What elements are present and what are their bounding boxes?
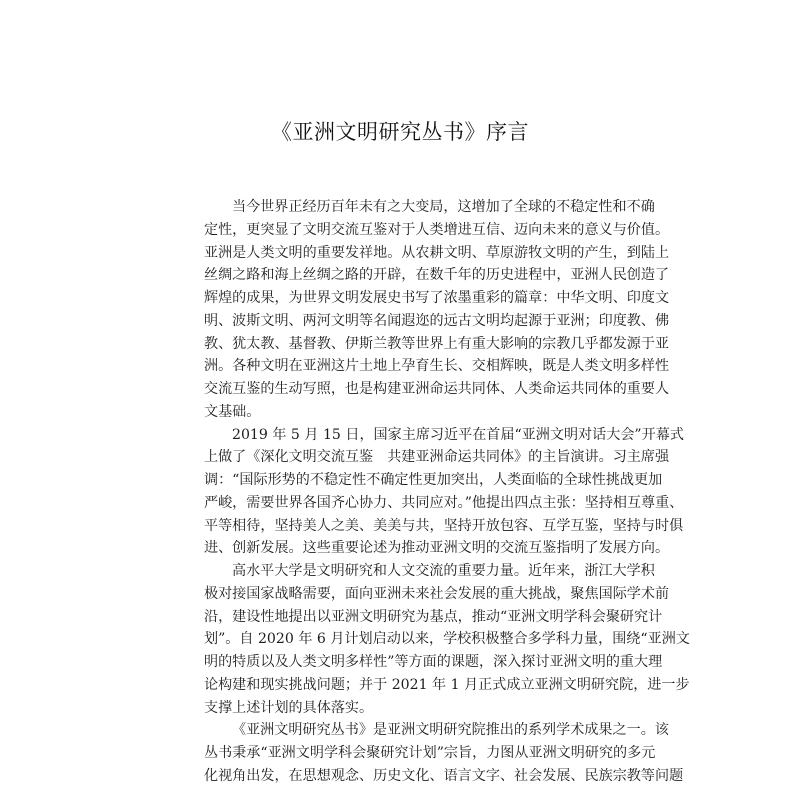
text-line: 严峻，需要世界各国齐心协力、共同应对。”他提出四点主张：坚持相互尊重、 <box>204 494 684 511</box>
text-line: 辉煌的成果，为世界文明发展史书写了浓墨重彩的篇章：中华文明、印度文 <box>204 290 670 306</box>
text-line: 明的特质以及人类文明多样性”等方面的课题，深入探讨亚洲文明的重大理 <box>204 654 663 670</box>
text-line: 定性，更突显了文明交流互鉴对于人类增进互信、迈向未来的意义与价值。 <box>204 221 670 238</box>
text-line: 支撑上述计划的具体落实。 <box>204 699 374 716</box>
text-line: 调：“国际形势的不稳定性不确定性更加突出，人类面临的全球性挑战更加 <box>204 472 663 488</box>
text-line: 丝绸之路和海上丝绸之路的开辟，在数千年的历史进程中，亚洲人民创造了 <box>204 267 670 284</box>
text-line: 文基础。 <box>204 403 261 420</box>
text-line: 划”。自 2020 年 6 月计划启动以来，学校积极整合多学科力量，围绕“亚洲文 <box>204 631 690 648</box>
text-line: 丛书秉承“亚洲文明学科会聚研究计划”宗旨，力图从亚洲文明研究的多元 <box>204 745 656 761</box>
text-line: 沿，建设性地提出以亚洲文明研究为基点，推动“亚洲文明学科会聚研究计 <box>204 608 663 625</box>
text-line: 交流互鉴的生动写照，也是构建亚洲命运共同体、人类命运共同体的重要人 <box>204 381 670 397</box>
text-line: 高水平大学是文明研究和人文交流的重要力量。近年来，浙江大学积 <box>232 563 655 579</box>
text-line: 上做了《深化文明交流互鉴 共建亚洲命运共同体》的主旨演讲。习主席强 <box>204 449 670 466</box>
text-line: 进、创新发展。这些重要论述为推动亚洲文明的交流互鉴指明了发展方向。 <box>204 540 670 557</box>
text-line: 洲。各种文明在亚洲这片土地上孕育生长、交相辉映，既是人类文明多样性 <box>204 358 670 375</box>
body-text <box>204 196 690 788</box>
text-line: 当今世界正经历百年未有之大变局，这增加了全球的不稳定性和不确 <box>232 199 655 215</box>
text-line: 化视角出发，在思想观念、历史文化、语言文字、社会发展、民族宗教等问题 <box>204 767 684 784</box>
text-line: 亚洲是人类文明的重要发祥地。从农耕文明、草原游牧文明的产生，到陆上 <box>204 244 670 261</box>
page-title: 《亚洲文明研究丛书》序言 <box>271 120 529 144</box>
text-line: 教、犹太教、基督教、伊斯兰教等世界上有重大影响的宗教几乎都发源于亚 <box>204 335 670 352</box>
text-line: 论构建和现实挑战问题；并于 2021 年 1 月正式成立亚洲文明研究院，进一步 <box>204 676 690 693</box>
text-line: 极对接国家战略需要，面向亚洲未来社会发展的重大挑战，聚焦国际学术前 <box>204 585 670 602</box>
text-line: 明、波斯文明、两河文明等名闻遐迩的远古文明均起源于亚洲；印度教、佛 <box>204 312 670 329</box>
text-line: 平等相待，坚持美人之美、美美与共，坚持开放包容、互学互鉴，坚持与时俱 <box>204 517 684 534</box>
text-line: 2019 年 5 月 15 日，国家主席习近平在首届“亚洲文明对话大会”开幕式 <box>232 426 684 443</box>
text-line: 《亚洲文明研究丛书》是亚洲文明研究院推出的系列学术成果之一。该 <box>232 722 669 739</box>
